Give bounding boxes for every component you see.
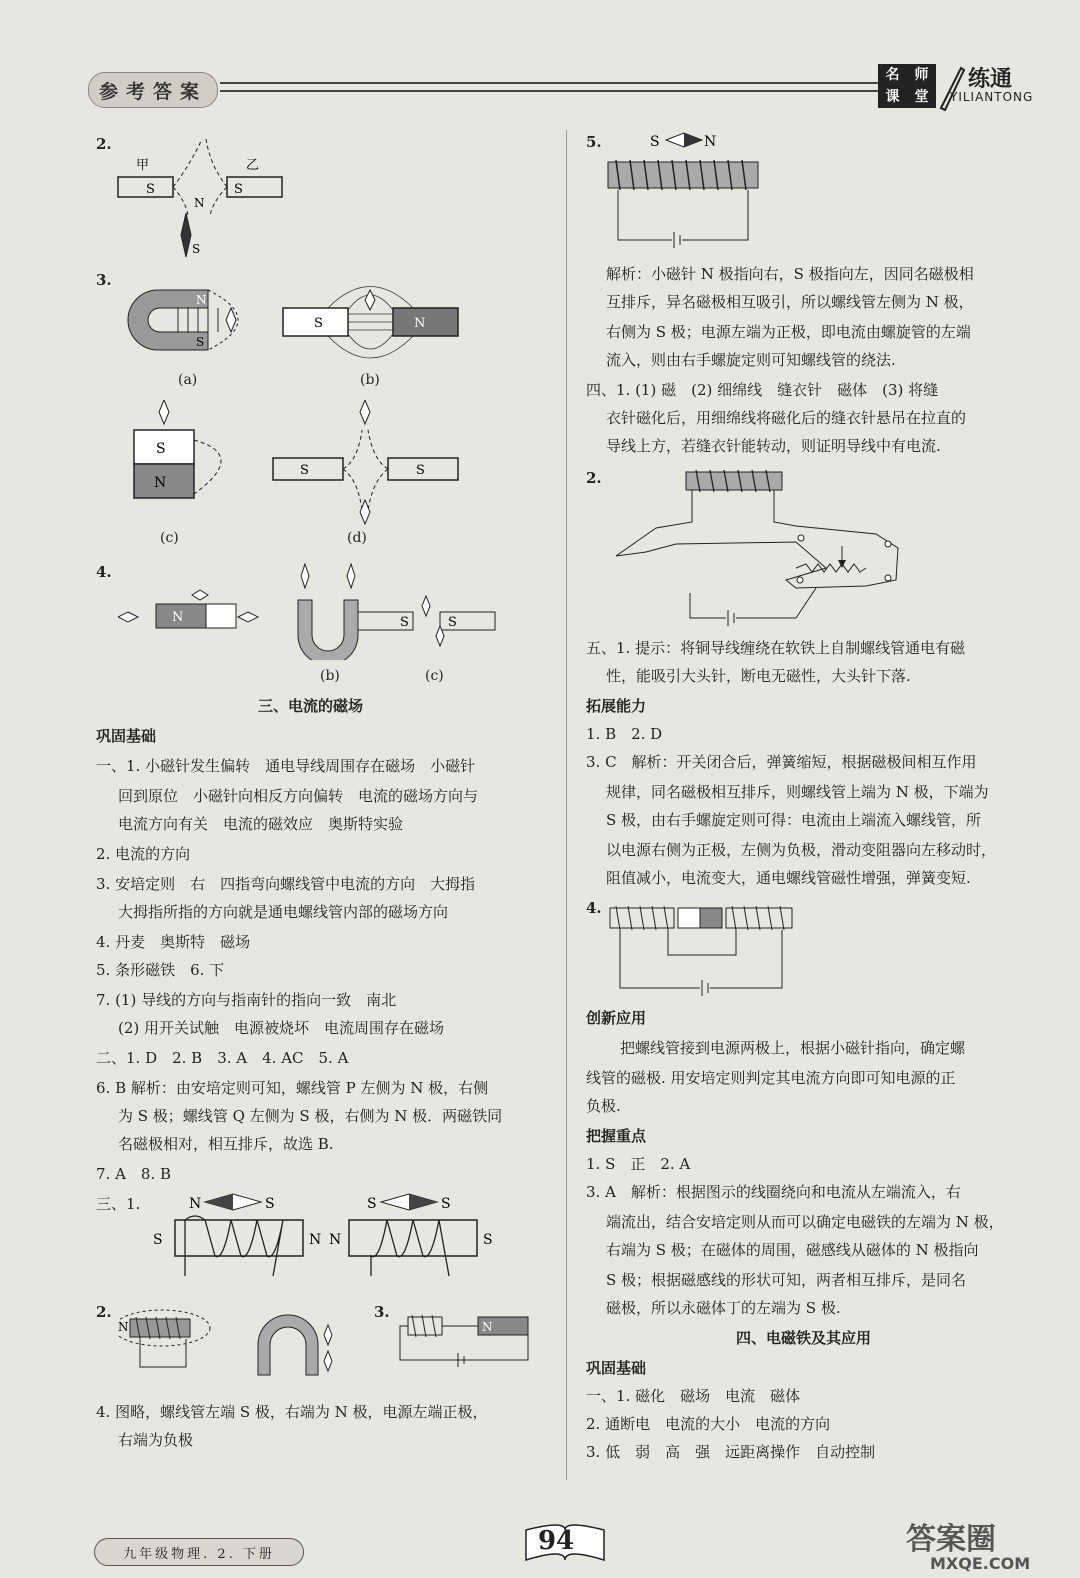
svg-text:S: S — [650, 134, 660, 150]
section-title-3: 三、电流的磁场 — [258, 697, 364, 715]
caption-4c: (c) — [425, 668, 444, 684]
svg-text:S: S — [483, 1232, 493, 1248]
caption-b: (b) — [360, 372, 380, 388]
q2-figure — [110, 135, 300, 260]
svg-text:S: S — [153, 1232, 163, 1248]
q3-figures-ab — [118, 280, 473, 370]
fig2-solenoid — [118, 1305, 343, 1380]
heading-tuozhan: 拓展能力 — [586, 697, 647, 715]
heading-gonggu: 巩固基础 — [96, 727, 157, 745]
tz-4-number: 4. — [586, 899, 602, 917]
q3-number: 3. — [96, 271, 112, 289]
column-divider — [566, 130, 567, 1480]
si-2-number: 2. — [586, 469, 602, 487]
svg-text:S: S — [314, 316, 323, 331]
caption-d: (d) — [347, 530, 367, 546]
heading-chuangxin: 创新应用 — [586, 1009, 647, 1027]
svg-text:N: N — [196, 293, 207, 307]
fig3-circuit — [398, 1305, 538, 1375]
svg-text:S: S — [196, 335, 205, 349]
brand-name: 练通 — [968, 66, 1013, 92]
heading-gonggu-2: 巩固基础 — [586, 1359, 647, 1377]
q3-figures-cd — [118, 400, 478, 530]
svg-text:S: S — [300, 463, 309, 478]
san-1-figures — [145, 1190, 505, 1290]
watermark-logo: 答案圈 MXQE.COM — [906, 1522, 1031, 1573]
svg-text:N: N — [189, 1196, 202, 1212]
brand-logo — [878, 62, 1040, 114]
q5-solenoid-figure — [600, 130, 770, 250]
caption-4b: (b) — [320, 668, 340, 684]
svg-text:N: N — [414, 316, 426, 331]
svg-text:N: N — [154, 475, 167, 491]
svg-text:S: S — [400, 615, 409, 630]
svg-text:S: S — [448, 615, 457, 630]
svg-text:N: N — [482, 1320, 493, 1334]
caption-a: (a) — [178, 372, 198, 388]
svg-text:N: N — [172, 610, 184, 625]
pen-icon — [936, 62, 966, 112]
caption-c: (c) — [160, 530, 179, 546]
svg-text:N: N — [704, 134, 717, 150]
svg-text:S: S — [146, 182, 155, 197]
svg-text:S: S — [192, 242, 201, 256]
san-1-number: 三、1. — [96, 1195, 141, 1213]
svg-text:N: N — [194, 196, 205, 210]
q2-number: 2. — [96, 135, 112, 153]
svg-text:N: N — [309, 1232, 322, 1248]
header-rule-top — [220, 82, 880, 84]
svg-text:S: S — [441, 1196, 451, 1212]
svg-text:S: S — [416, 463, 425, 478]
svg-text:乙: 乙 — [246, 158, 260, 173]
section-title-4: 四、电磁铁及其应用 — [736, 1329, 872, 1347]
q5-number: 5. — [586, 133, 602, 151]
svg-text:S: S — [156, 441, 166, 457]
heading-bawo: 把握重点 — [586, 1127, 647, 1145]
page-number: 94 — [538, 1526, 575, 1556]
fig2-number: 2. — [96, 1303, 112, 1321]
brand-box: 名 师 课 堂 — [878, 64, 936, 108]
q4-number: 4. — [96, 563, 112, 581]
q4-figures — [118, 560, 508, 660]
footer-book-label: 九年级物理. 2. 下册 — [94, 1538, 304, 1566]
svg-text:S: S — [367, 1196, 377, 1212]
q4-text: 4. 图略，螺线管左端 S 极，右端为 N 极，电源左端正极， — [96, 1403, 488, 1421]
brand-en: YILIANTONG — [950, 90, 1034, 104]
svg-text:S: S — [234, 182, 243, 197]
svg-text:N: N — [329, 1232, 342, 1248]
svg-text:N: N — [118, 1320, 129, 1334]
header-rule-bottom — [220, 90, 880, 92]
svg-text:S: S — [265, 1196, 275, 1212]
svg-text:甲: 甲 — [136, 158, 150, 173]
header-title: 参考答案 — [88, 72, 218, 108]
fig3-number: 3. — [374, 1303, 390, 1321]
tz-4-circuit — [600, 900, 810, 1000]
si-2-circuit — [606, 468, 906, 628]
q4-text-2: 右端为负极 — [118, 1431, 194, 1449]
